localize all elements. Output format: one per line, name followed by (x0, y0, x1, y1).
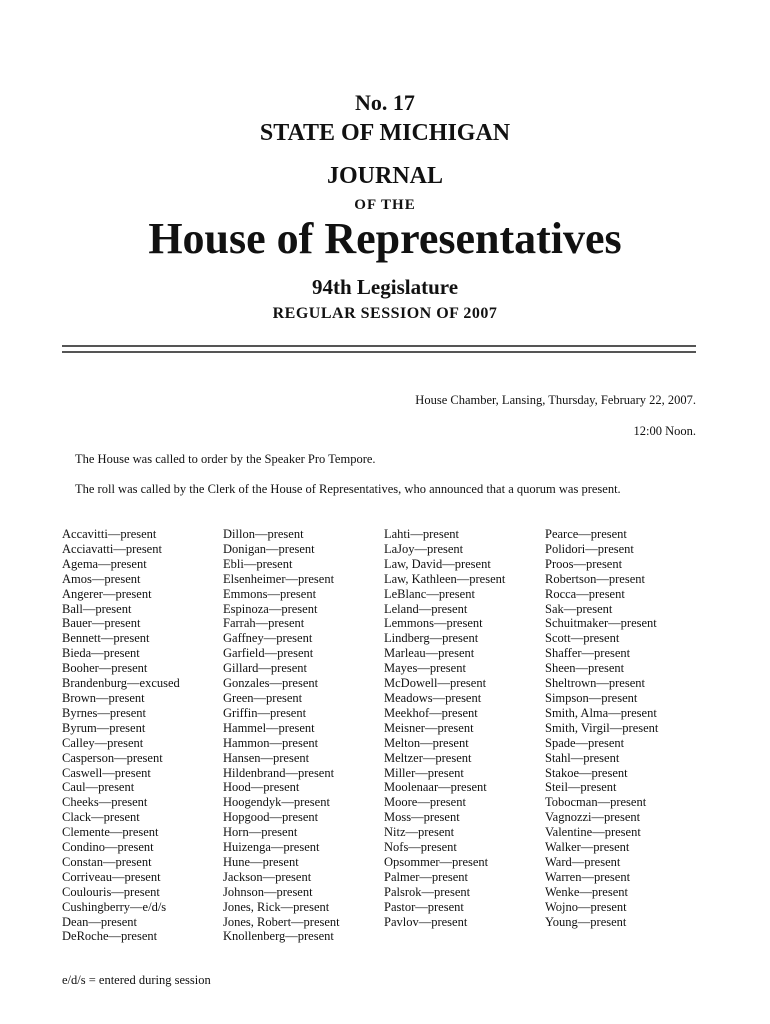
roll-entry: Clemente—present (62, 825, 159, 840)
called-to-order-paragraph: The House was called to order by the Speaker Pro Tempore. (75, 452, 376, 466)
roll-entry: Meadows—present (384, 690, 482, 705)
roll-entry: Steil—present (545, 780, 617, 795)
roll-entry: Moore—present (384, 795, 466, 810)
roll-entry: Donigan—present (223, 541, 315, 556)
roll-entry: Constan—present (62, 854, 152, 869)
roll-entry: Stakoe—present (545, 765, 628, 780)
roll-entry: Smith, Virgil—present (545, 720, 659, 735)
roll-entry: Hopgood—present (223, 810, 319, 825)
roll-entry: Leland—present (384, 601, 468, 616)
roll-entry: Rocca—present (545, 586, 625, 601)
roll-entry: Palmer—present (384, 869, 469, 884)
issue-number: No. 17 (355, 90, 415, 115)
roll-entry: Sak—present (545, 601, 613, 616)
roll-entry: Meekhof—present (384, 705, 478, 720)
roll-entry: Green—present (223, 690, 303, 705)
roll-entry: Vagnozzi—present (545, 810, 641, 825)
roll-entry: Law, David—present (384, 556, 491, 571)
roll-entry: Pearce—present (545, 527, 627, 541)
roll-entry: Bauer—present (62, 616, 141, 631)
roll-entry: Wojno—present (545, 899, 627, 914)
roll-entry: Dillon—present (223, 527, 304, 541)
roll-entry: Jones, Robert—present (223, 914, 340, 929)
roll-entry: Caswell—present (62, 765, 151, 780)
roll-entry: Knollenberg—present (223, 929, 334, 944)
roll-entry: Bieda—present (62, 646, 140, 661)
roll-entry: Condino—present (62, 840, 154, 855)
roll-entry: Young—present (545, 914, 627, 929)
session-time: 12:00 Noon. (633, 424, 696, 438)
roll-entry: Acciavatti—present (62, 541, 162, 556)
roll-column-1 (62, 527, 180, 944)
roll-entry: Law, Kathleen—present (384, 571, 506, 586)
roll-entry: Booher—present (62, 661, 148, 676)
roll-entry: Agema—present (62, 556, 147, 571)
roll-entry: Miller—present (384, 765, 464, 780)
roll-entry: Bennett—present (62, 631, 150, 646)
legislature-label: 94th Legislature (311, 275, 459, 299)
roll-entry: Meltzer—present (384, 750, 472, 765)
roll-entry: Stahl—present (545, 750, 620, 765)
roll-entry: Dean—present (62, 914, 137, 929)
roll-entry: Simpson—present (545, 690, 638, 705)
page-title: House of Representatives (148, 214, 622, 263)
roll-entry: Amos—present (62, 571, 141, 586)
roll-entry: Marleau—present (384, 646, 475, 661)
roll-entry: Scott—present (545, 631, 620, 646)
divider-bottom (62, 351, 696, 353)
roll-entry: Warren—present (545, 869, 631, 884)
roll-entry: Valentine—present (545, 825, 641, 840)
roll-entry: Nitz—present (384, 825, 455, 840)
roll-entry: Elsenheimer—present (223, 571, 335, 586)
roll-entry: Moss—present (384, 810, 460, 825)
roll-entry: Espinoza—present (223, 601, 318, 616)
roll-entry: Calley—present (62, 735, 144, 750)
roll-entry: Cheeks—present (62, 795, 148, 810)
roll-entry: Robertson—present (545, 571, 645, 586)
roll-entry: Smith, Alma—present (545, 705, 657, 720)
roll-entry: Clack—present (62, 810, 140, 825)
roll-entry: Pavlov—present (384, 914, 468, 929)
footnote: e/d/s = entered during session (62, 973, 211, 987)
roll-entry: Angerer—present (62, 586, 152, 601)
roll-entry: Griffin—present (223, 705, 307, 720)
roll-entry: Polidori—present (545, 541, 634, 556)
roll-entry: Melton—present (384, 735, 469, 750)
roll-entry: Gillard—present (223, 661, 308, 676)
roll-entry: Emmons—present (223, 586, 317, 601)
roll-column-2 (223, 527, 340, 944)
roll-entry: LaJoy—present (384, 541, 464, 556)
roll-entry: Hansen—present (223, 750, 310, 765)
roll-entry: Schuitmaker—present (545, 616, 657, 631)
roll-entry: Proos—present (545, 556, 623, 571)
roll-entry: Shaffer—present (545, 646, 631, 661)
roll-entry: Spade—present (545, 735, 625, 750)
roll-entry: Lemmons—present (384, 616, 483, 631)
roll-call-paragraph: The roll was called by the Clerk of the House of Representatives, who announced that a quorum was present. (75, 482, 621, 496)
roll-entry: Hune—present (223, 854, 299, 869)
divider-top (62, 345, 696, 347)
roll-entry: Mayes—present (384, 661, 466, 676)
session-label: REGULAR SESSION OF 2007 (272, 305, 498, 322)
roll-entry: Cushingberry—e/d/s (62, 899, 167, 914)
roll-entry: Casperson—present (62, 750, 163, 765)
roll-entry: Opsommer—present (384, 854, 489, 869)
roll-entry: Ward—present (545, 854, 621, 869)
roll-entry: Huizenga—present (223, 840, 320, 855)
roll-entry: Lahti—present (384, 527, 459, 541)
roll-entry: Moolenaar—present (384, 780, 487, 795)
roll-entry: Garfield—present (223, 646, 314, 661)
roll-entry: Coulouris—present (62, 884, 160, 899)
of-the-label: OF THE (354, 197, 416, 213)
roll-entry: Nofs—present (384, 840, 457, 855)
roll-entry: Byrum—present (62, 720, 146, 735)
roll-entry: Horn—present (223, 825, 298, 840)
roll-entry: Meisner—present (384, 720, 474, 735)
roll-entry: Palsrok—present (384, 884, 471, 899)
roll-entry: Hammon—present (223, 735, 319, 750)
roll-entry: Sheltrown—present (545, 676, 645, 691)
roll-entry: Jackson—present (223, 869, 312, 884)
roll-column-4 (545, 527, 658, 929)
roll-entry: Accavitti—present (62, 527, 157, 541)
journal-label: JOURNAL (326, 163, 443, 189)
roll-entry: Ball—present (62, 601, 132, 616)
roll-entry: Caul—present (62, 780, 135, 795)
roll-entry: Jones, Rick—present (223, 899, 330, 914)
roll-entry: Wenke—present (545, 884, 628, 899)
roll-entry: Hildenbrand—present (223, 765, 335, 780)
roll-entry: Byrnes—present (62, 705, 147, 720)
roll-entry: Brandenburg—excused (62, 676, 180, 691)
roll-entry: Tobocman—present (545, 795, 647, 810)
dateline: House Chamber, Lansing, Thursday, February 22, 2007. (415, 393, 696, 407)
roll-entry: Hoogendyk—present (223, 795, 330, 810)
state-title: STATE OF MICHIGAN (259, 120, 511, 146)
roll-entry: Ebli—present (223, 556, 293, 571)
roll-entry: Corriveau—present (62, 869, 161, 884)
roll-entry: Pastor—present (384, 899, 464, 914)
roll-entry: Lindberg—present (384, 631, 479, 646)
roll-entry: Brown—present (62, 690, 145, 705)
roll-entry: Sheen—present (545, 661, 625, 676)
roll-entry: Gonzales—present (223, 676, 319, 691)
roll-column-3 (384, 527, 505, 929)
roll-entry: Hammel—present (223, 720, 315, 735)
roll-entry: Hood—present (223, 780, 300, 795)
roll-entry: Walker—present (545, 840, 630, 855)
roll-entry: McDowell—present (384, 676, 487, 691)
roll-entry: Gaffney—present (223, 631, 313, 646)
roll-entry: DeRoche—present (62, 929, 158, 944)
roll-entry: Johnson—present (223, 884, 313, 899)
roll-entry: LeBlanc—present (384, 586, 475, 601)
roll-entry: Farrah—present (223, 616, 305, 631)
